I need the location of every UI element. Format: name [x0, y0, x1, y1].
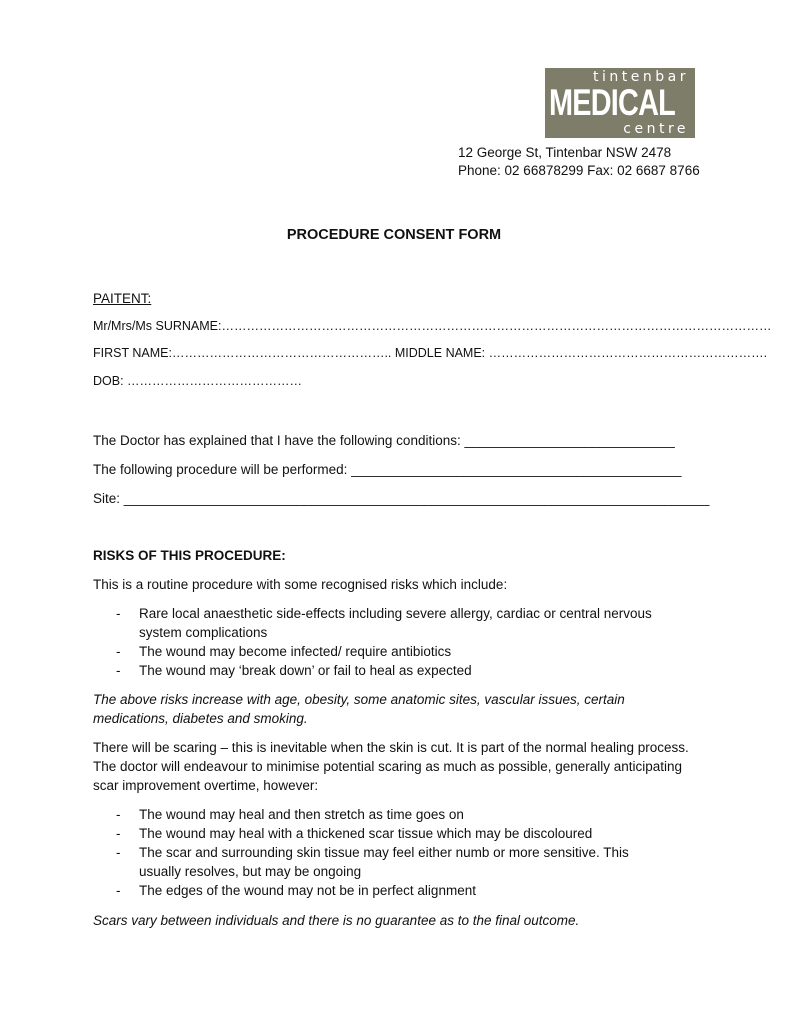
scaring-intro: There will be scaring – this is inevitable when the skin is cut. It is part of the normal healing process. The doctor will endeavour to minimise potential scaring as much as possible, generally anticipating scar improvement overtime, however:	[93, 740, 689, 793]
list-item: The wound may ‘break down’ or fail to heal as expected	[139, 663, 472, 678]
form-title: PROCEDURE CONSENT FORM	[286, 227, 502, 243]
logo-top-text: tintenbar	[593, 69, 689, 85]
bullet-mark: -	[116, 826, 121, 841]
surname-field[interactable]: Mr/Mrs/Ms SURNAME:……………………………………………………………………………………………………………………	[93, 319, 772, 333]
bullet-mark: -	[116, 644, 121, 659]
bullet-mark: -	[116, 845, 121, 860]
list-item: Rare local anaesthetic side-effects including severe allergy, cardiac or central nervous system complications	[139, 606, 652, 640]
clinic-logo	[545, 68, 695, 138]
list-item: The wound may heal and then stretch as time goes on	[139, 807, 464, 822]
closing-note: Scars vary between individuals and there is no guarantee as to the final outcome.	[93, 913, 580, 928]
dob-field[interactable]: DOB: ……………………………………	[93, 374, 303, 388]
logo-bottom-text: centre	[623, 121, 689, 137]
bullet-mark: -	[116, 883, 121, 898]
risks-intro: This is a routine procedure with some recognised risks which include:	[93, 577, 508, 592]
list-item: The wound may heal with a thickened scar tissue which may be discoloured	[139, 826, 593, 841]
bullet-mark: -	[116, 663, 121, 678]
conditions-field[interactable]: The Doctor has explained that I have the following conditions: ____________________________	[93, 433, 675, 448]
bullet-mark: -	[116, 807, 121, 822]
first-middle-name-field[interactable]: FIRST NAME:…………………………………………….. MIDDLE NAME: ………………………………………………………….	[93, 346, 768, 360]
address-phone: Phone: 02 66878299 Fax: 02 6687 8766	[458, 163, 700, 178]
bullet-mark: -	[116, 606, 121, 621]
list-item: The scar and surrounding skin tissue may feel either numb or more sensitive. This usually resolves, but may be ongoing	[139, 845, 629, 879]
risks-note: The above risks increase with age, obesity, some anatomic sites, vascular issues, certain medications, diabetes and smoking.	[93, 692, 625, 726]
risks-heading: RISKS OF THIS PROCEDURE:	[93, 548, 286, 563]
address-street: 12 George St, Tintenbar NSW 2478	[458, 145, 672, 160]
list-item: The edges of the wound may not be in perfect alignment	[139, 883, 476, 898]
patient-heading: PAITENT:	[93, 291, 152, 306]
list-item: The wound may become infected/ require antibiotics	[139, 644, 452, 659]
logo-main-text: MEDICAL	[549, 82, 676, 123]
procedure-field[interactable]: The following procedure will be performed: ____________________________________________	[93, 462, 682, 477]
site-field[interactable]: Site: ______________________________________________________________________________	[93, 491, 710, 506]
